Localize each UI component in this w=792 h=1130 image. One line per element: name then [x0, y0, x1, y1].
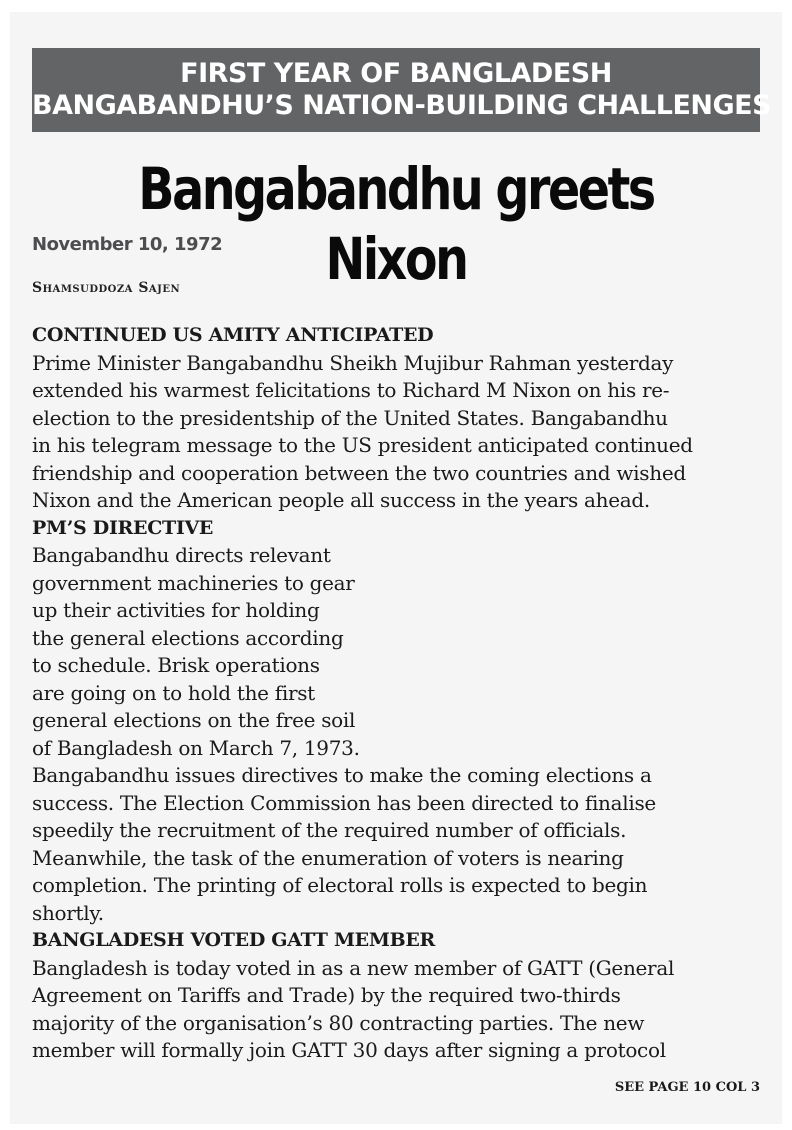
body-line: Nixon and the American people all success in the years ahead.: [32, 488, 650, 512]
body-line: are going on to hold the first: [32, 680, 315, 705]
dateline: November 10, 1972: [32, 234, 223, 255]
body-line: up their activities for holding: [32, 598, 320, 622]
body-line: the general elections according: [32, 625, 344, 650]
banner-line-1: FIRST YEAR OF BANGLADESH: [180, 58, 612, 89]
body-line: speedily the recruitment of the required number of officials.: [32, 818, 627, 842]
body-line: member will formally join GATT 30 days after signing a protocol: [32, 1038, 666, 1062]
body-line: success. The Election Commission has been directed to finalise: [32, 790, 656, 815]
headline: Bangabandhu greets Nixon: [138, 155, 654, 293]
body-line: to schedule. Brisk operations: [32, 653, 320, 677]
section-heading: BANGLADESH VOTED GATT MEMBER: [32, 929, 436, 951]
article-body: [32, 322, 762, 1065]
body-line: Meanwhile, the task of the enumeration of voters is nearing: [32, 845, 624, 870]
body-line: completion. The printing of electoral rolls is expected to begin: [32, 873, 648, 897]
body-line: friendship and cooperation between the two countries and wished: [32, 460, 686, 485]
body-line: general elections on the free soil: [32, 708, 356, 732]
article-page: [10, 12, 782, 1124]
body-line: election to the presidentship of the United States. Bangabandhu: [32, 405, 668, 430]
body-line: shortly.: [32, 900, 104, 925]
body-line: extended his warmest felicitations to Richard M Nixon on his re-: [32, 378, 670, 402]
section-heading: PM’S DIRECTIVE: [32, 516, 214, 539]
body-line: Agreement on Tariffs and Trade) by the required two-thirds: [32, 983, 621, 1007]
body-line: Bangabandhu directs relevant: [32, 543, 331, 567]
body-line: in his telegram message to the US president anticipated continued: [32, 433, 693, 457]
body-line: of Bangladesh on March 7, 1973.: [32, 735, 360, 760]
continuation-note: SEE PAGE 10 COL 3: [614, 1080, 760, 1095]
body-line: Prime Minister Bangabandhu Sheikh Mujibur Rahman yesterday: [32, 350, 674, 375]
body-line: Bangladesh is today voted in as a new member of GATT (General: [32, 955, 675, 980]
series-banner: [32, 48, 772, 132]
byline: Shamsuddoza Sajen: [32, 280, 181, 296]
banner-line-2: BANGABANDHU’S NATION-BUILDING CHALLENGES: [32, 90, 772, 121]
body-line: majority of the organisation’s 80 contracting parties. The new: [32, 1010, 645, 1035]
section-heading: CONTINUED US AMITY ANTICIPATED: [32, 324, 434, 346]
body-line: government machineries to gear: [32, 570, 355, 595]
body-line: Bangabandhu issues directives to make the coming elections a: [32, 763, 652, 787]
